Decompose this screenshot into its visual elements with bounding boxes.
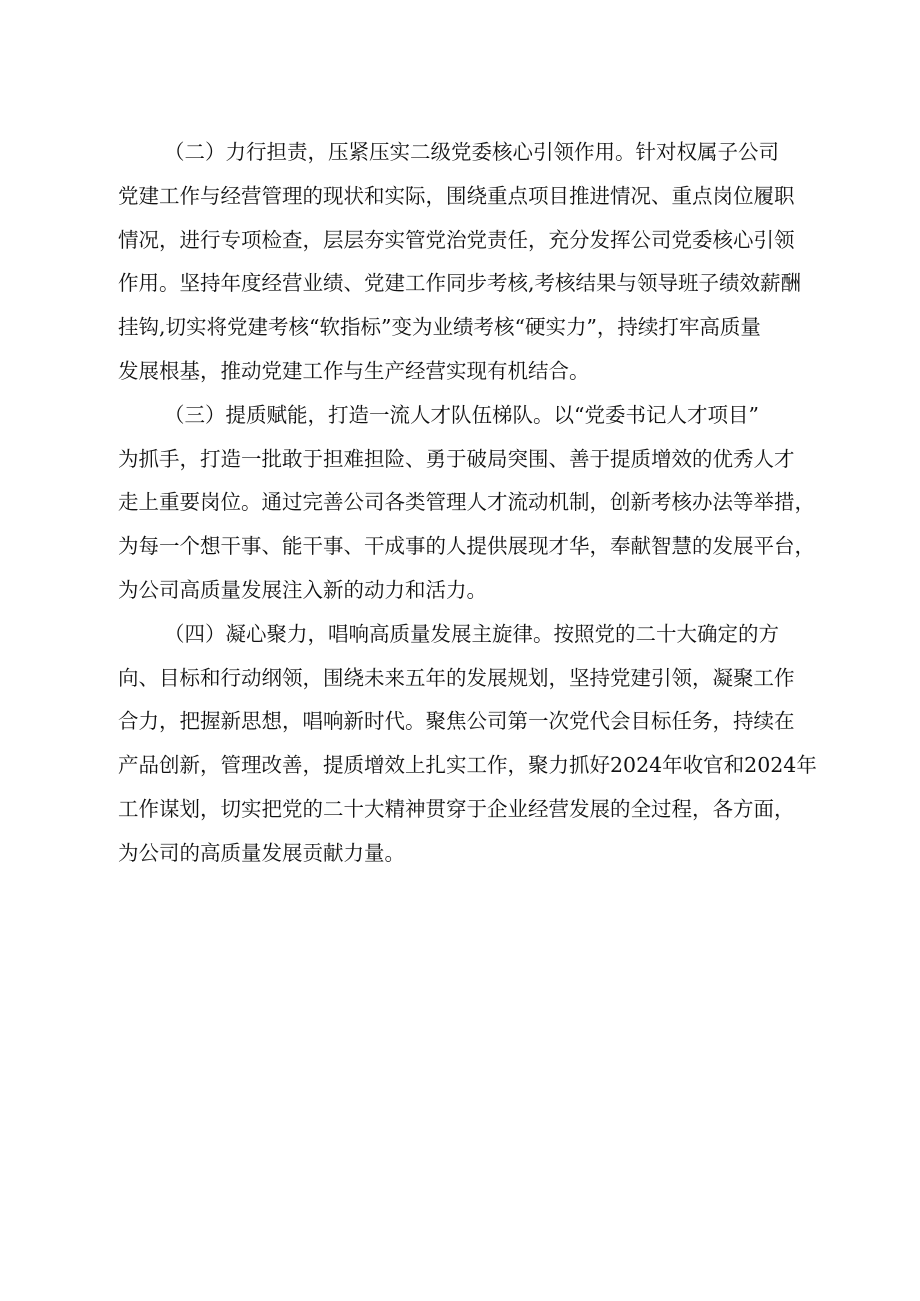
paragraph-line xyxy=(118,481,834,525)
line-text: 发展根基，推动党建工作与生产经营实现有机结合。 xyxy=(118,358,590,383)
paragraph-line xyxy=(118,744,834,788)
line-text: （三）提质赋能，打造一流人才队伍梯队。以“党委书记人才项目” xyxy=(164,402,759,427)
line-text: 为每一个想干事、能干事、干成事的人提供展现才华，奉献智慧的发展平台， xyxy=(118,534,815,559)
line-text: 作用。坚持年度经营业绩、党建工作同步考核,考核结果与领导班子绩效薪酬 xyxy=(118,271,802,296)
line-text: 挂钩,切实将党建考核“软指标”变为业绩考核“硬实力”，持续打牢高质量 xyxy=(118,315,761,340)
paragraph-line xyxy=(118,350,834,394)
paragraph-line xyxy=(118,175,834,219)
paragraph-section-4 xyxy=(118,613,834,876)
paragraph-section-3 xyxy=(118,394,834,613)
line-text: 为公司的高质量发展贡献力量。 xyxy=(118,840,405,865)
paragraph-line xyxy=(118,306,834,350)
paragraph-line xyxy=(118,525,834,569)
line-text: 为抓手，打造一批敢于担难担险、勇于破局突围、善于提质增效的优秀人才 xyxy=(118,446,795,471)
line-text: 合力，把握新思想，唱响新时代。聚焦公司第一次党代会目标任务，持续在 xyxy=(118,709,795,734)
paragraph-line xyxy=(118,131,834,175)
paragraph-line xyxy=(118,613,834,657)
paragraph-line xyxy=(118,832,834,876)
document-body xyxy=(118,131,834,876)
line-text: 走上重要岗位。通过完善公司各类管理人才流动机制，创新考核办法等举措， xyxy=(118,490,815,515)
paragraph-line xyxy=(118,657,834,701)
paragraph-line xyxy=(118,219,834,263)
paragraph-line xyxy=(118,700,834,744)
paragraph-line xyxy=(118,569,834,613)
line-text: 向、目标和行动纲领，围绕未来五年的发展规划，坚持党建引领，凝聚工作 xyxy=(118,665,795,690)
line-text: 工作谋划，切实把党的二十大精神贯穿于企业经营发展的全过程，各方面， xyxy=(118,796,795,821)
line-text: 情况，进行专项检查，层层夯实管党治党责任，充分发挥公司党委核心引领 xyxy=(118,227,795,252)
paragraph-line xyxy=(118,394,834,438)
paragraph-section-2 xyxy=(118,131,834,394)
line-text: 党建工作与经营管理的现状和实际，围绕重点项目推进情况、重点岗位履职 xyxy=(118,183,795,208)
line-text: 为公司高质量发展注入新的动力和活力。 xyxy=(118,577,487,602)
line-text: （二）力行担责，压紧压实二级党委核心引领作用。针对权属子公司 xyxy=(164,140,779,164)
line-text: （四）凝心聚力，唱响高质量发展主旋律。按照党的二十大确定的方 xyxy=(164,621,779,646)
paragraph-line xyxy=(118,788,834,832)
paragraph-line xyxy=(118,438,834,482)
paragraph-line xyxy=(118,262,834,306)
line-text: 产品创新，管理改善，提质增效上扎实工作，聚力抓好2024年收官和2024年 xyxy=(118,753,817,778)
